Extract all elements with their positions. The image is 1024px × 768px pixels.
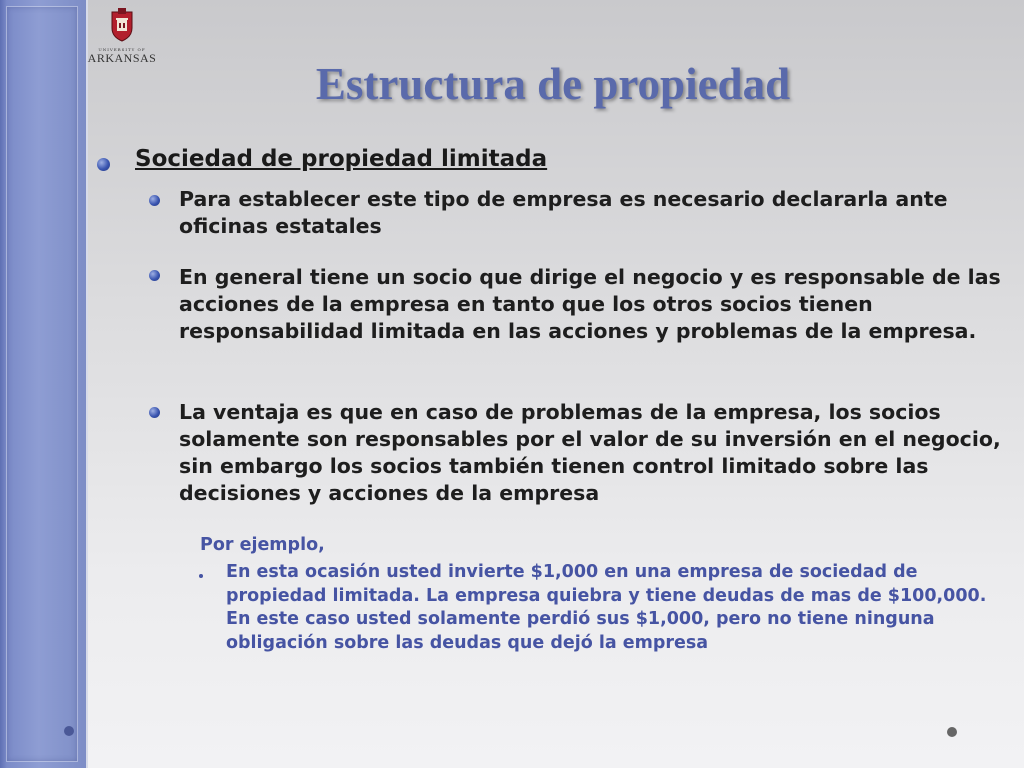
bullet-icon — [149, 407, 160, 418]
university-logo — [86, 8, 158, 64]
slide-title: Estructura de propiedad — [315, 59, 791, 109]
corner-dot — [947, 727, 957, 737]
bullet-icon — [149, 270, 160, 281]
bullet-point: La ventaja es que en caso de problemas de la empresa, los socios solamente son responsables por el valor de su inversión en el negocio, sin embargo los socios también tienen control limitado sobre las decisiones y acciones de la empresa — [179, 400, 1001, 505]
bullet-point: En general tiene un socio que dirige el negocio y es responsable de las acciones de la empresa en tanto que los otros socios tienen responsabilidad limitada en las acciones y problemas de la empresa. — [179, 265, 1001, 343]
side-dot — [64, 726, 74, 736]
side-band — [0, 0, 88, 768]
section-heading: Sociedad de propiedad limitada — [135, 146, 548, 172]
bullet-point: Para establecer este tipo de empresa es necesario declararla ante oficinas estatales — [179, 187, 948, 238]
bullet-icon — [97, 158, 110, 171]
logo-name: ARKANSAS — [87, 51, 157, 65]
example-label: Por ejemplo, — [200, 535, 325, 555]
logo-small-text: UNIVERSITY OF — [98, 47, 146, 52]
example-text: En esta ocasión usted invierte $1,000 en una empresa de sociedad de propiedad limitada. La empresa quiebra y tiene deudas de mas de $100,000. En este caso usted solamente perdió sus $1,000, pero no tiene ninguna obligación sobre las deudas que dejó la empresa — [226, 562, 987, 653]
bullet-icon — [149, 195, 160, 206]
university-shield-icon — [109, 8, 135, 42]
example-bullet-icon — [199, 574, 203, 578]
